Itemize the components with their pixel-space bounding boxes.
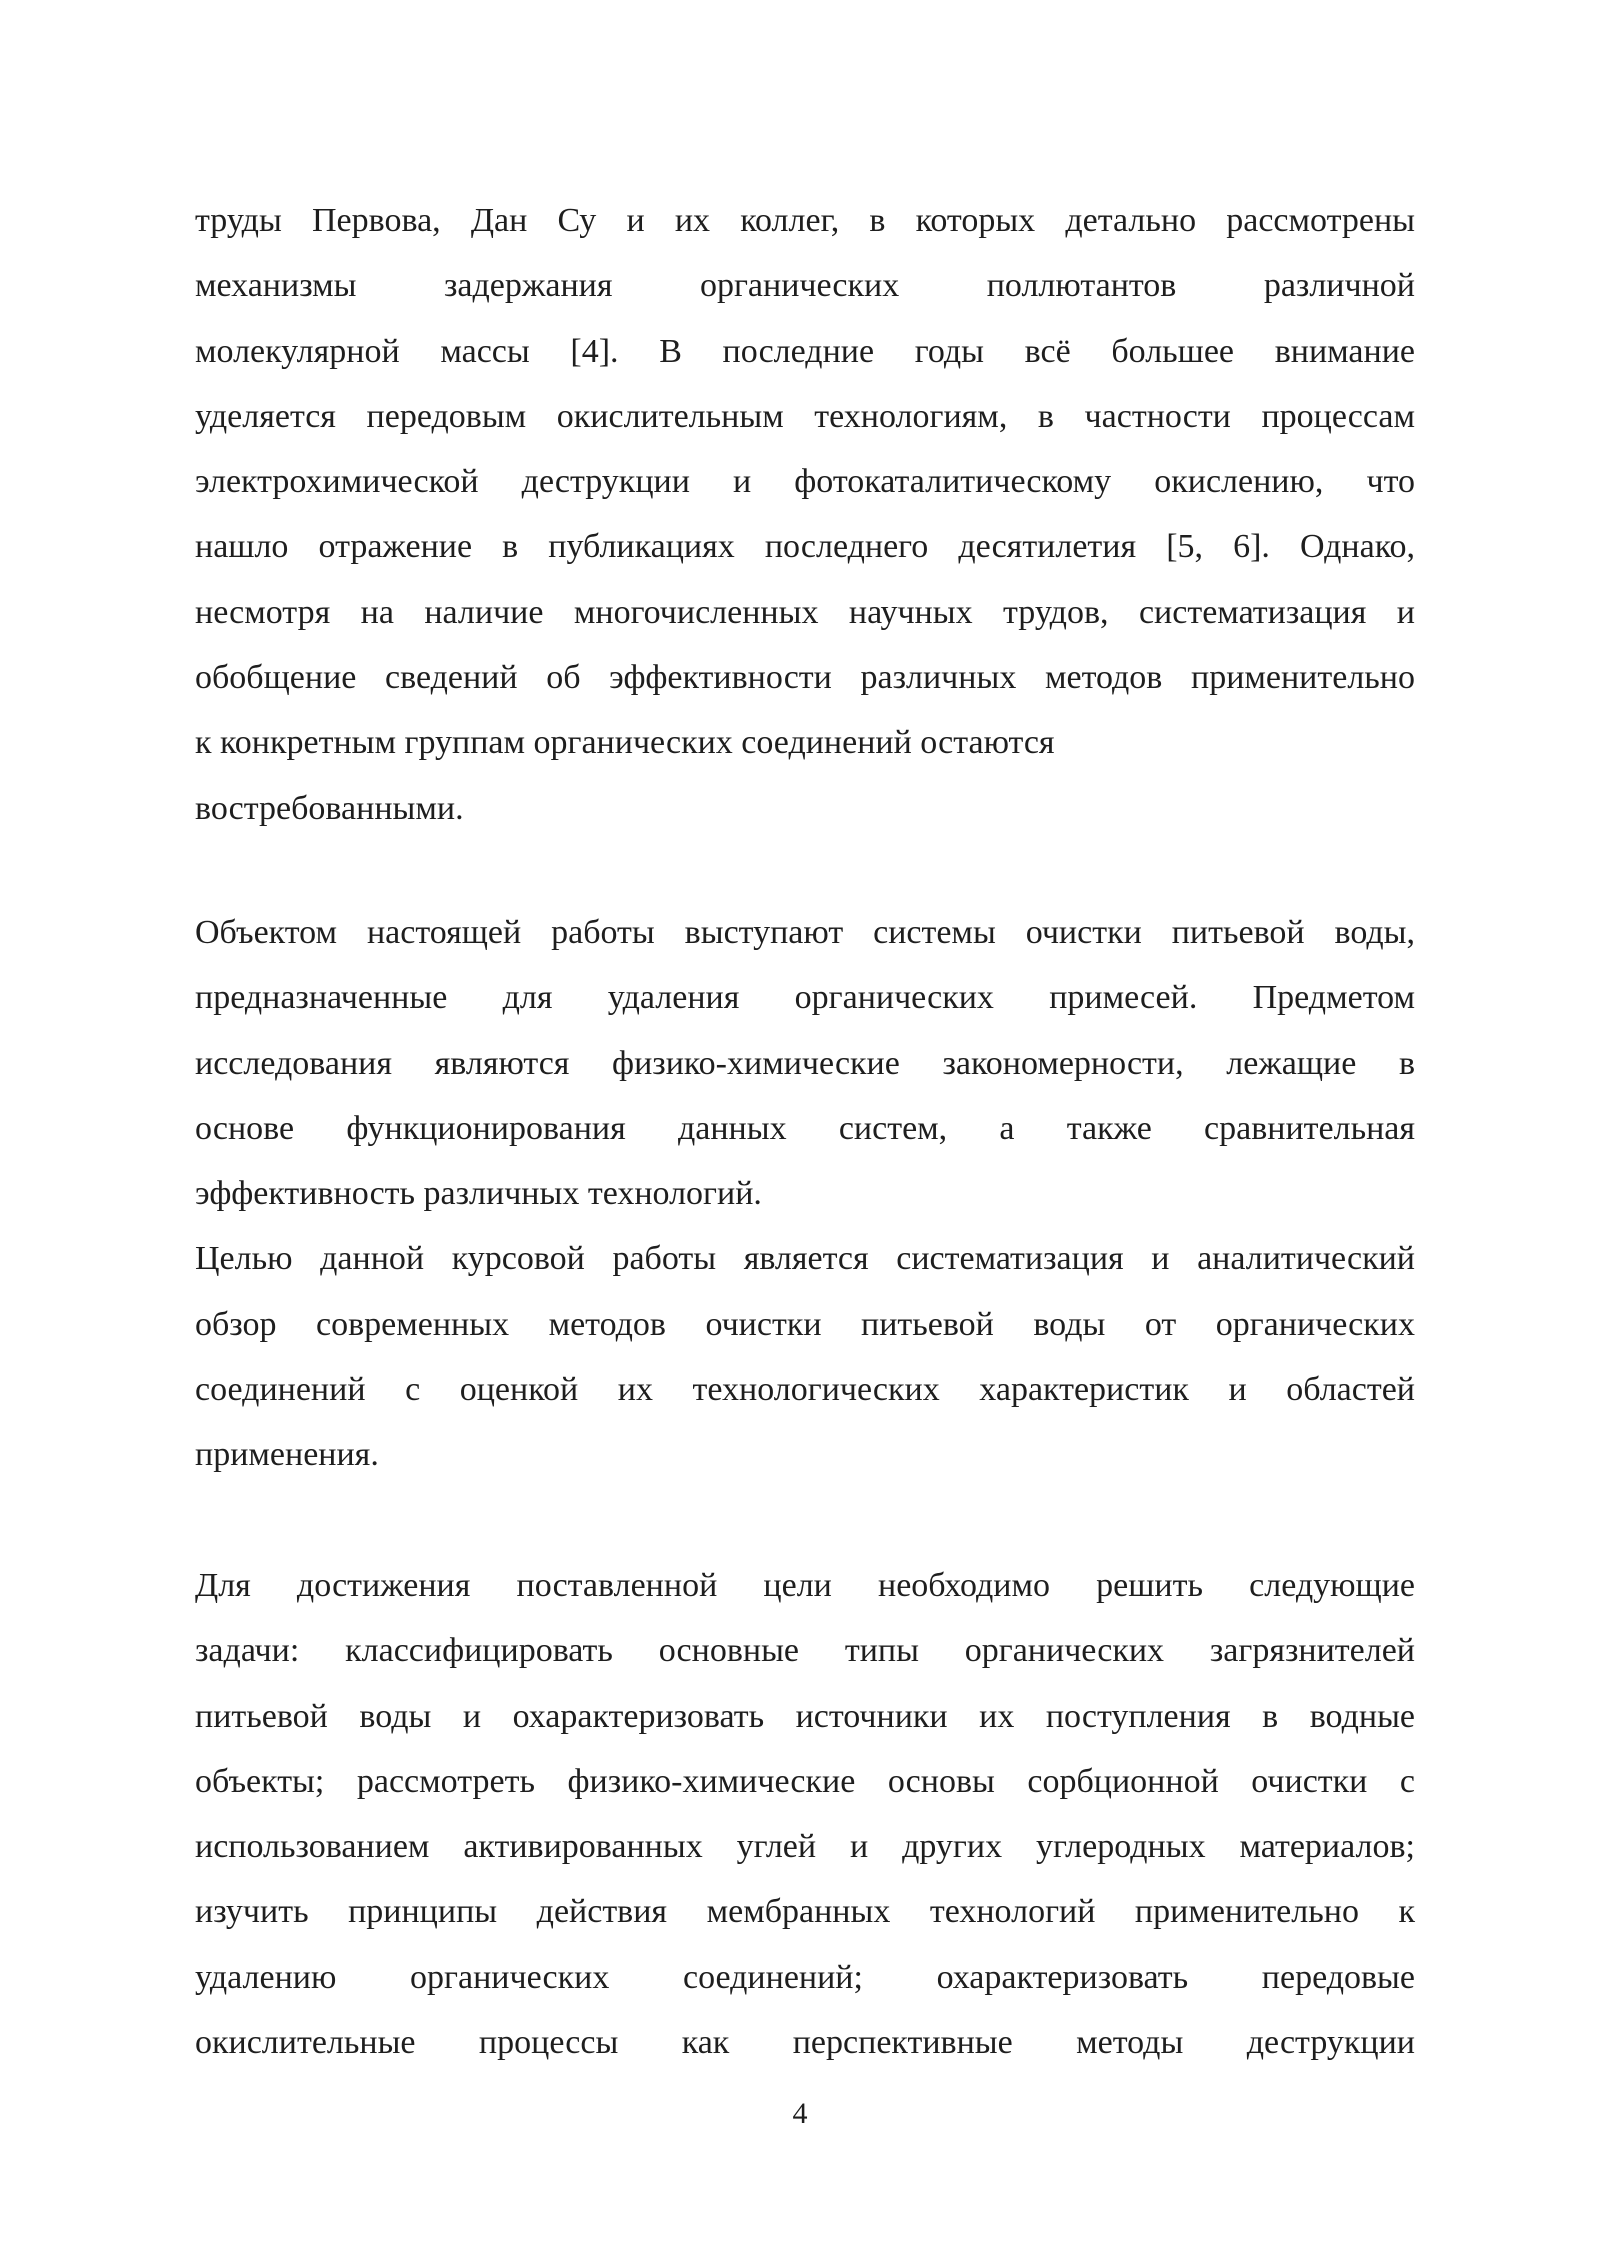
- text-line: обзор современных методов очистки питьевой воды от органических: [195, 1305, 1415, 1343]
- page-number: 4: [792, 2097, 808, 2130]
- text-line: механизмы задержания органических поллютантов различной: [195, 267, 1415, 305]
- text-line: объекты; рассмотреть физико-химические основы сорбционной очистки с: [195, 1762, 1415, 1800]
- text-line: удалению органических соединений; охарактеризовать передовые: [195, 1958, 1415, 1996]
- text-line: обобщение сведений об эффективности различных методов применительно: [195, 659, 1415, 697]
- text-line: основе функционирования данных систем, а также сравнительная: [195, 1109, 1415, 1147]
- text-line: к конкретным группам органических соединений остаются: [195, 724, 1055, 762]
- text-line: предназначенные для удаления органических примесей. Предметом: [195, 979, 1415, 1017]
- text-line: Целью данной курсовой работы является систематизация и аналитический: [195, 1240, 1415, 1278]
- text-line: применения.: [195, 1436, 379, 1474]
- text-line: несмотря на наличие многочисленных научных трудов, систематизация и: [195, 593, 1415, 631]
- text-line: Для достижения поставленной цели необходимо решить следующие: [195, 1567, 1415, 1604]
- text-line: эффективность различных технологий.: [195, 1175, 762, 1213]
- text-line: соединений с оценкой их технологических характеристик и областей: [195, 1371, 1415, 1409]
- paragraph-literature-review: [195, 188, 1415, 841]
- text-line: молекулярной массы [4]. В последние годы всё большее внимание: [195, 332, 1415, 370]
- text-line: электрохимической деструкции и фотокаталитическому окислению, что: [195, 463, 1415, 501]
- text-line: окислительные процессы как перспективные методы деструкции: [195, 2024, 1415, 2062]
- paragraph-tasks: [195, 1553, 1415, 2075]
- text-line: уделяется передовым окислительным технологиям, в частности процессам: [195, 397, 1415, 435]
- text-line: изучить принципы действия мембранных технологий применительно к: [195, 1893, 1415, 1931]
- text-line: использованием активированных углей и других углеродных материалов;: [195, 1828, 1415, 1866]
- text-line: исследования являются физико-химические закономерности, лежащие в: [195, 1044, 1415, 1082]
- text-line: востребованными.: [195, 789, 464, 827]
- paragraph-object-and-goal: [195, 900, 1415, 1488]
- text-line: питьевой воды и охарактеризовать источники их поступления в водные: [195, 1697, 1415, 1735]
- text-line: труды Первова, Дан Су и их коллег, в которых детально рассмотрены: [195, 202, 1415, 239]
- text-line: задачи: классифицировать основные типы органических загрязнителей: [195, 1632, 1415, 1670]
- text-line: Объектом настоящей работы выступают системы очистки питьевой воды,: [195, 914, 1415, 951]
- text-line: нашло отражение в публикациях последнего десятилетия [5, 6]. Однако,: [195, 528, 1415, 566]
